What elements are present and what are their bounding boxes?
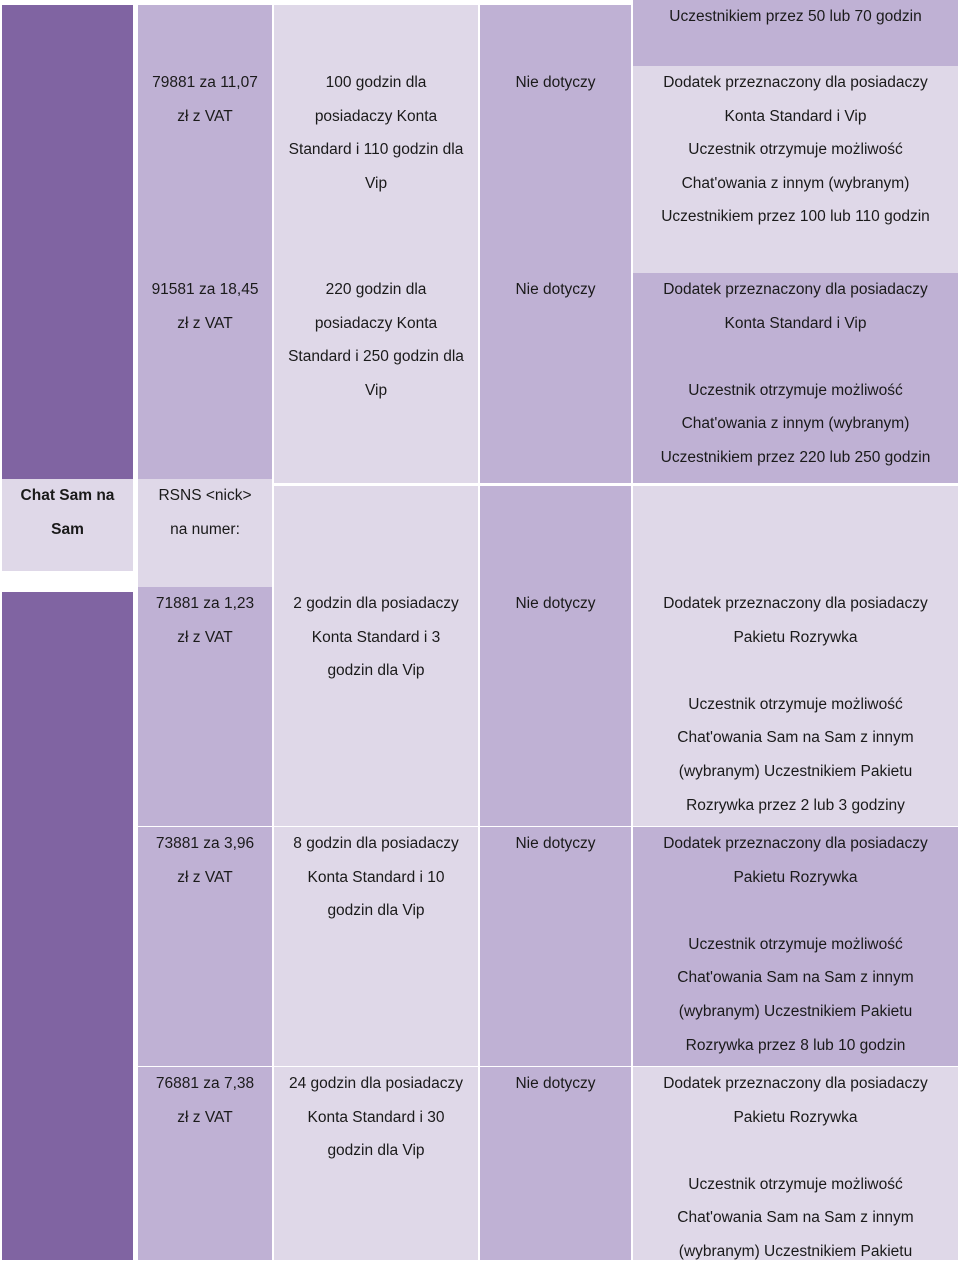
cell-line — [633, 1134, 958, 1168]
cell-line: Chat'owania Sam na Sam z innym — [677, 969, 914, 987]
cell-line: zł z VAT — [177, 1108, 233, 1126]
table-cell — [633, 587, 958, 826]
cell-line: 73881 za 3,96 — [155, 835, 255, 852]
table-cell — [480, 587, 631, 826]
cell-line — [633, 340, 958, 374]
hours-description — [274, 273, 478, 407]
cell-line: 100 godzin dla — [325, 74, 427, 91]
addon-description — [633, 1067, 958, 1269]
not-applicable — [480, 1067, 631, 1101]
sms-command-cell — [138, 479, 272, 591]
table-row-71881 — [138, 587, 272, 826]
table-cell — [138, 5, 272, 69]
cell-line — [633, 894, 958, 928]
cell-line: Konta Standard i Vip — [724, 107, 867, 125]
table-row-76881 — [138, 1067, 272, 1260]
cell-line: Uczestnik otrzymuje możliwość — [688, 1175, 903, 1193]
cell-line — [633, 654, 958, 688]
code-and-price — [138, 587, 272, 654]
table-cell — [274, 5, 478, 69]
cell-line: zł z VAT — [177, 868, 233, 886]
cell-line: Sam — [51, 520, 84, 538]
cell-line: posiadaczy Konta — [314, 107, 438, 125]
addon-description — [633, 66, 958, 234]
cell-line: zł z VAT — [177, 314, 233, 332]
table-cell — [274, 1067, 478, 1260]
cell-line: Nie dotyczy — [515, 1075, 596, 1092]
cell-line: Rozrywka przez 8 lub 10 godzin — [685, 1036, 906, 1054]
table-cell — [274, 66, 478, 276]
cell-line: Konta Standard i 10 — [307, 868, 445, 886]
cell-line: godzin dla Vip — [327, 1142, 425, 1160]
table-cell — [633, 0, 958, 69]
cell-line: Dodatek przeznaczony dla posiadaczy — [663, 595, 928, 612]
cell-line: Dodatek przeznaczony dla posiadaczy — [663, 835, 928, 852]
cell-line: Chat'owania z innym (wybranym) — [681, 174, 910, 192]
cell-line: godzin dla Vip — [327, 662, 425, 680]
service-name-cell — [2, 479, 133, 571]
cell-text — [633, 0, 958, 34]
cell-line: Pakietu Rozrywka — [733, 1108, 858, 1126]
cell-line: Uczestnik otrzymuje możliwość — [688, 141, 903, 159]
table-cell — [480, 486, 631, 592]
cell-line: Pakietu Rozrywka — [733, 868, 858, 886]
addon-description — [633, 587, 958, 822]
hours-description — [274, 587, 478, 688]
table-cell — [633, 827, 958, 1066]
cell-line: Dodatek przeznaczony dla posiadaczy — [663, 74, 928, 91]
cell-line: Vip — [364, 174, 388, 192]
hours-description — [274, 827, 478, 928]
addon-description — [633, 827, 958, 1062]
service-column-block — [2, 592, 133, 1260]
addon-description — [633, 273, 958, 475]
table-cell — [633, 273, 958, 483]
cell-line: Chat'owania Sam na Sam z innym — [677, 729, 914, 747]
table-cell — [480, 66, 631, 276]
service-name — [2, 479, 133, 546]
cell-line: 220 godzin dla — [325, 281, 427, 298]
table-cell — [633, 66, 958, 276]
table-row-73881 — [138, 827, 272, 1066]
cell-line: Nie dotyczy — [515, 281, 596, 298]
table-cell — [633, 486, 958, 592]
not-applicable — [480, 66, 631, 100]
cell-line: Pakietu Rozrywka — [733, 628, 858, 646]
cell-line: Uczestnikiem przez 220 lub 250 godzin — [660, 448, 931, 466]
cell-line: Uczestnik otrzymuje możliwość — [688, 695, 903, 713]
cell-line: Uczestnik otrzymuje możliwość — [688, 381, 903, 399]
not-applicable — [480, 587, 631, 621]
code-and-price — [138, 273, 272, 340]
cell-line: na numer: — [170, 520, 240, 538]
sms-command — [138, 479, 272, 546]
table-row-91581 — [138, 273, 272, 483]
hours-description — [274, 66, 478, 200]
table-cell — [274, 273, 478, 483]
cell-line: 79881 za 11,07 — [152, 74, 258, 91]
table-cell — [480, 1067, 631, 1260]
hours-description — [274, 1067, 478, 1168]
table-row-79881 — [138, 66, 272, 276]
cell-line: Dodatek przeznaczony dla posiadaczy — [663, 1075, 928, 1092]
code-and-price — [138, 66, 272, 133]
cell-line: Vip — [364, 381, 388, 399]
cell-line: Uczestnik otrzymuje możliwość — [688, 935, 903, 953]
cell-line: 2 godzin dla posiadaczy — [293, 595, 459, 612]
not-applicable — [480, 273, 631, 307]
cell-line: posiadaczy Konta — [314, 314, 438, 332]
cell-line: Nie dotyczy — [515, 595, 596, 612]
cell-line: RSNS <nick> — [158, 487, 252, 504]
cell-line: Chat Sam na — [20, 487, 115, 504]
table-cell — [274, 827, 478, 1066]
cell-line: 8 godzin dla posiadaczy — [293, 835, 459, 852]
cell-line: 91581 za 18,45 — [151, 281, 259, 298]
cell-line: Uczestnikiem przez 100 lub 110 godzin — [661, 208, 930, 226]
code-and-price — [138, 827, 272, 894]
cell-line: (wybranym) Uczestnikiem Pakietu — [678, 1242, 913, 1260]
cell-line: 71881 za 1,23 — [155, 595, 255, 612]
table-cell — [274, 587, 478, 826]
cell-line: Rozrywka przez 2 lub 3 godziny — [686, 796, 905, 814]
code-and-price — [138, 1067, 272, 1134]
cell-line: godzin dla Vip — [327, 902, 425, 920]
service-column-block — [2, 5, 133, 483]
cell-line: Konta Standard i Vip — [724, 314, 867, 332]
cell-line: Konta Standard i 30 — [307, 1108, 445, 1126]
cell-line: Nie dotyczy — [515, 835, 596, 852]
table-cell — [633, 1067, 958, 1260]
cell-line: Standard i 250 godzin dla — [288, 348, 464, 366]
table-cell — [480, 273, 631, 483]
cell-line: zł z VAT — [177, 628, 233, 646]
cell-line: (wybranym) Uczestnikiem Pakietu — [678, 1002, 913, 1020]
table-cell — [480, 827, 631, 1066]
cell-line: 24 godzin dla posiadaczy — [288, 1075, 464, 1092]
cell-line: Konta Standard i 3 — [311, 628, 441, 646]
table-cell — [480, 5, 631, 69]
table-cell — [274, 486, 478, 592]
cell-line: zł z VAT — [177, 107, 233, 125]
cell-line: Dodatek przeznaczony dla posiadaczy — [663, 281, 928, 298]
not-applicable — [480, 827, 631, 861]
cell-line: Nie dotyczy — [515, 74, 596, 91]
cell-line: Standard i 110 godzin dla — [288, 141, 464, 159]
cell-line: (wybranym) Uczestnikiem Pakietu — [678, 762, 913, 780]
cell-line: Chat'owania Sam na Sam z innym — [677, 1209, 914, 1227]
cell-line: Chat'owania z innym (wybranym) — [681, 415, 910, 433]
cell-line: 76881 za 7,38 — [155, 1075, 255, 1092]
cell-line: Uczestnikiem przez 50 lub 70 godzin — [669, 8, 922, 25]
